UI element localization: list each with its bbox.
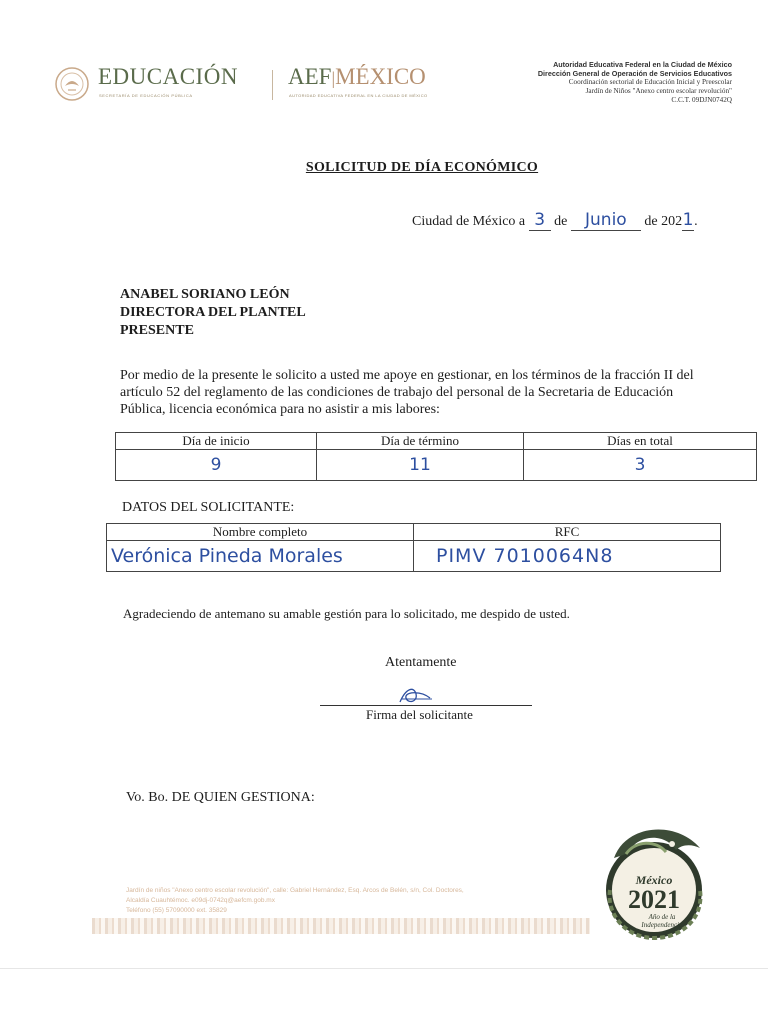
aef-logo-left: AEF [288, 64, 332, 89]
header-total-days: Días en total [524, 433, 757, 450]
header-end-day: Día de término [317, 433, 524, 450]
date-prefix: Ciudad de México a [412, 214, 526, 229]
signature-line [320, 705, 532, 706]
badge-line1: México [635, 873, 673, 887]
badge-line2: Año de la [648, 913, 676, 921]
date-de-1: de [554, 214, 568, 229]
institution-block [538, 60, 732, 105]
educacion-logo: EDUCACIÓN [98, 64, 238, 89]
date-year-digit: 1 [682, 210, 694, 230]
aef-logo-bar: | [331, 68, 336, 88]
footer-line: Teléfono (55) 57090000 ext. 35829 [126, 907, 227, 914]
value-end-day: 11 [317, 450, 524, 481]
educacion-logo-subtitle: SECRETARÍA DE EDUCACIÓN PÚBLICA [99, 93, 193, 98]
applicant-table [106, 523, 721, 572]
aef-mexico-logo [288, 64, 426, 90]
body-paragraph: Por medio de la presente le solicito a usted me apoye en gestionar, en los términos de la fracción II del artículo 52 del reglamento de las condiciones de trabajo del personal de la Secretaria de Educación Pública, licencia económica para no asistir a mis labores: [120, 368, 694, 417]
logo-divider [272, 70, 273, 100]
table-row [116, 450, 757, 481]
aef-logo-subtitle: AUTORIDAD EDUCATIVA FEDERAL EN LA CIUDAD DE MÉXICO [289, 93, 428, 98]
document-title: SOLICITUD DE DÍA ECONÓMICO [305, 160, 539, 175]
institution-line: Dirección General de Operación de Servicios Educativos [537, 69, 732, 78]
institution-line: Coordinación sectorial de Educación Inicial y Preescolar [568, 78, 732, 86]
header-start-day: Día de inicio [116, 433, 317, 450]
table-row [107, 541, 721, 572]
addressee-block [120, 286, 306, 340]
date-day: 3 [529, 210, 551, 231]
leave-table [115, 432, 757, 481]
government-seal-icon [54, 66, 90, 102]
date-month: Junio [571, 210, 641, 231]
addressee-name: ANABEL SORIANO LEÓN [120, 287, 290, 302]
footer-decorative-band [92, 918, 590, 934]
closing-text: Agradeciendo de antemano su amable gestión para lo solicitado, me despido de usted. [123, 606, 570, 621]
institution-line: Jardín de Niños "Anexo centro escolar revolución" [585, 87, 732, 95]
addressee-presente: PRESENTE [120, 323, 194, 338]
header-rfc: RFC [414, 524, 721, 541]
bottom-rule [0, 968, 768, 969]
badge-year: 2021 [628, 885, 680, 914]
footer-line: Alcaldía Cuauhtémoc. e09dj-0742q@aefcm.gob.mx [126, 897, 275, 904]
vobo-label: Vo. Bo. DE QUIEN GESTIONA: [126, 790, 315, 805]
mexico-2021-badge [596, 818, 714, 942]
footer-address [126, 886, 464, 916]
date-suffix: . [694, 214, 698, 229]
institution-line: C.C.T. 09DJN0742Q [671, 96, 732, 104]
value-full-name: Verónica Pineda Morales [107, 541, 414, 572]
badge-line3: Independencia [641, 921, 683, 929]
aef-logo-right: MÉXICO [335, 64, 426, 89]
value-start-day: 9 [116, 450, 317, 481]
header-full-name: Nombre completo [107, 524, 414, 541]
table-header-row [107, 524, 721, 541]
table-header-row [116, 433, 757, 450]
date-de-2: de 202 [644, 214, 683, 229]
institution-line: Autoridad Educativa Federal en la Ciudad de México [553, 60, 732, 69]
footer-line: Jardín de niños "Anexo centro escolar revolución", calle: Gabriel Hernández, Esq. Arcos de Belén, s/n, Col. Doctores, [126, 887, 464, 894]
value-total-days: 3 [524, 450, 757, 481]
atentamente-label: Atentamente [385, 655, 457, 670]
signature-label: Firma del solicitante [366, 707, 473, 722]
applicant-heading: DATOS DEL SOLICITANTE: [122, 500, 295, 515]
addressee-role: DIRECTORA DEL PLANTEL [120, 305, 306, 320]
value-rfc: PIMV 7010064N8 [414, 541, 721, 572]
date-line [412, 210, 698, 231]
